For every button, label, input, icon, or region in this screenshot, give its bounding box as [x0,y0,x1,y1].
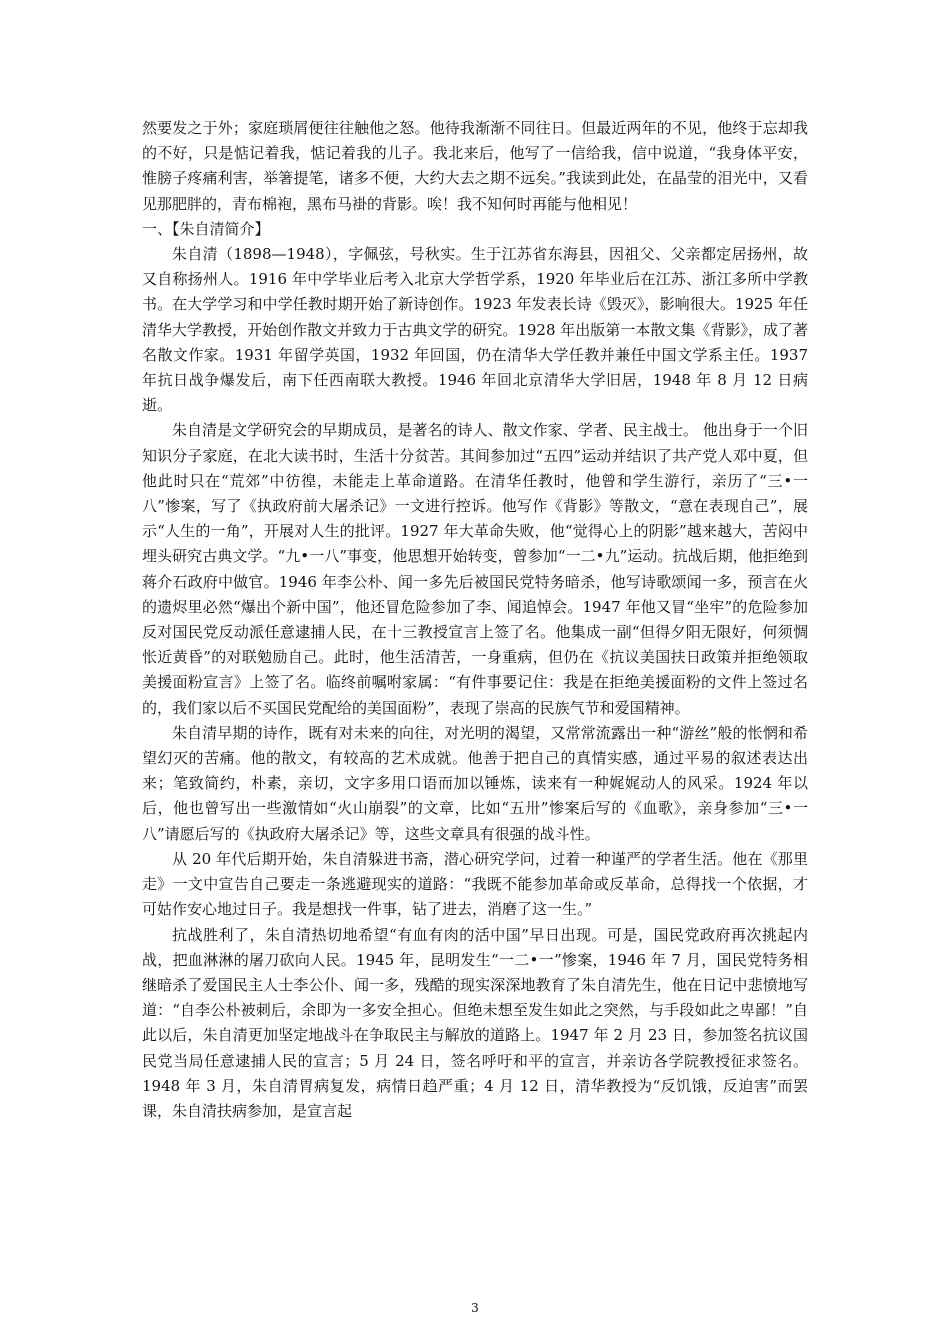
paragraph-postwar: 抗战胜利了，朱自清热切地希望“有血有肉的活中国”早日出现。可是，国民党政府再次挑起内战，把血淋淋的屠刀砍向人民。1945 年，昆明发生“一二•一”惨案，1946 年 7 月，国民党特务相继暗杀了爱国民主人士李公仆、闻一多，残酷的现实深深地教育了朱自清先生，他在日记中悲愤地写道：“自李公朴被刺后，余即为一多安全担心。但绝未想至发生如此之突然，与手段如此之卑鄙！”自此以后，朱自清更加坚定地战斗在争取民主与解放的道路上。1947 年 2 月 23 日，参加签名抗议国民党当局任意逮捕人民的宣言；5 月 24 日，签名呼吁和平的宣言，并亲访各学院教授征求签名。1948 年 3 月，朱自清胃病复发，病情日趋严重；4 月 12 日，清华教授为“反饥饿，反迫害”而罢课，朱自清扶病参加，是宣言起 [142,925,808,1120]
document-body [142,116,808,1124]
section-heading: 一、【朱自清简介】 [142,219,270,238]
paragraph-intro: 朱自清（1898—1948），字佩弦，号秋实。生于江苏省东海县，因祖父、父亲都定居扬州，故又自称扬州人。1916 年中学毕业后考入北京大学哲学系，1920 年毕业后在江苏、浙江多所中学教书。在大学学习和中学任教时期开始了新诗创作。1923 年发表长诗《毁灭》，影响很大。1925 年任清华大学教授，开始创作散文并致力于古典文学的研究。1928 年出版第一本散文集《背影》，成了著名散文作家。1931 年留学英国，1932 年回国，仍在清华大学任教并兼任中国文学系主任。1937 年抗日战争爆发后，南下任西南联大教授。1946 年回北京清华大学旧居，1948 年 8 月 12 日病逝。 [142,245,808,415]
paragraph-scholar-life: 从 20 年代后期开始，朱自清躲进书斋，潜心研究学问，过着一种谨严的学者生活。他在《那里走》一文中宣告自己要走一条逃避现实的道路：“我既不能参加革命或反革命，总得找一个依据，才可姑作安心地过日子。我是想找一件事，钻了进去，消磨了这一生。” [142,849,808,919]
paragraph-biography: 朱自清是文学研究会的早期成员，是著名的诗人、散文作家、学者、民主战士。 他出身于一个旧知识分子家庭，在北大读书时，生活十分贫苦。其间参加过“五四”运动并结识了共产党人邓中夏，但他此时只在“荒郊”中彷徨，未能走上革命道路。在清华任教时，他曾和学生游行，亲历了“三•一八”惨案，写了《执政府前大屠杀记》一文进行控诉。他写作《背影》等散文，“意在表现自己”，展示“人生的一角”，开展对人生的批评。1927 年大革命失败，他“觉得心上的阴影”越来越大，苦闷中埋头研究古典文学。“九•一八”事变，他思想开始转变，曾参加“一二•九”运动。抗战后期，他拒绝到蒋介石政府中做官。1946 年李公朴、闻一多先后被国民党特务暗杀，他写诗歌颂闻一多，预言在火的遗烬里必然“爆出个新中国”，他还冒危险参加了李、闻追悼会。1947 年他又冒“坐牢”的危险参加反对国民党反动派任意逮捕人民，在十三教授宣言上签了名。他集成一副“但得夕阳无限好，何须惆怅近黄昏”的对联勉励自己。此时，他生活清苦，一身重病，但仍在《抗议美国扶日政策并拒绝领取美援面粉宣言》上签了名。临终前嘱咐家属：“有件事要记住：我是在拒绝美援面粉的文件上签过名的，我们家以后不买国民党配给的美国面粉”，表现了崇高的民族气节和爱国精神。 [142,421,808,717]
paragraph-literary-style: 朱自清早期的诗作，既有对未来的向往，对光明的渴望，又常常流露出一种“游丝”般的怅惘和希望幻灭的苦痛。他的散文，有较高的艺术成就。他善于把自己的真情实感，通过平易的叙述表达出来；笔致简约，朴素，亲切，文字多用口语而加以锤炼，读来有一种娓娓动人的风采。1924 年以后，他也曾写出一些激情如“火山崩裂”的文章，比如“五卅”惨案后写的《血歌》，亲身参加“三•一八”请愿后写的《执政府大屠杀记》等，这些文章具有很强的战斗性。 [142,723,808,843]
page-number: 3 [471,1301,479,1315]
opening-paragraph: 然要发之于外；家庭琐屑便往往触他之怒。他待我渐渐不同往日。但最近两年的不见，他终于忘却我的不好，只是惦记着我，惦记着我的儿子。我北来后，他写了一信给我，信中说道，“我身体平安，惟膀子疼痛利害，举箸提笔，诸多不便，大约大去之期不远矣。”我读到此处，在晶莹的泪光中，又看见那肥胖的，青布棉袍，黑布马褂的背影。唉！我不知何时再能与他相见！ [142,119,808,213]
